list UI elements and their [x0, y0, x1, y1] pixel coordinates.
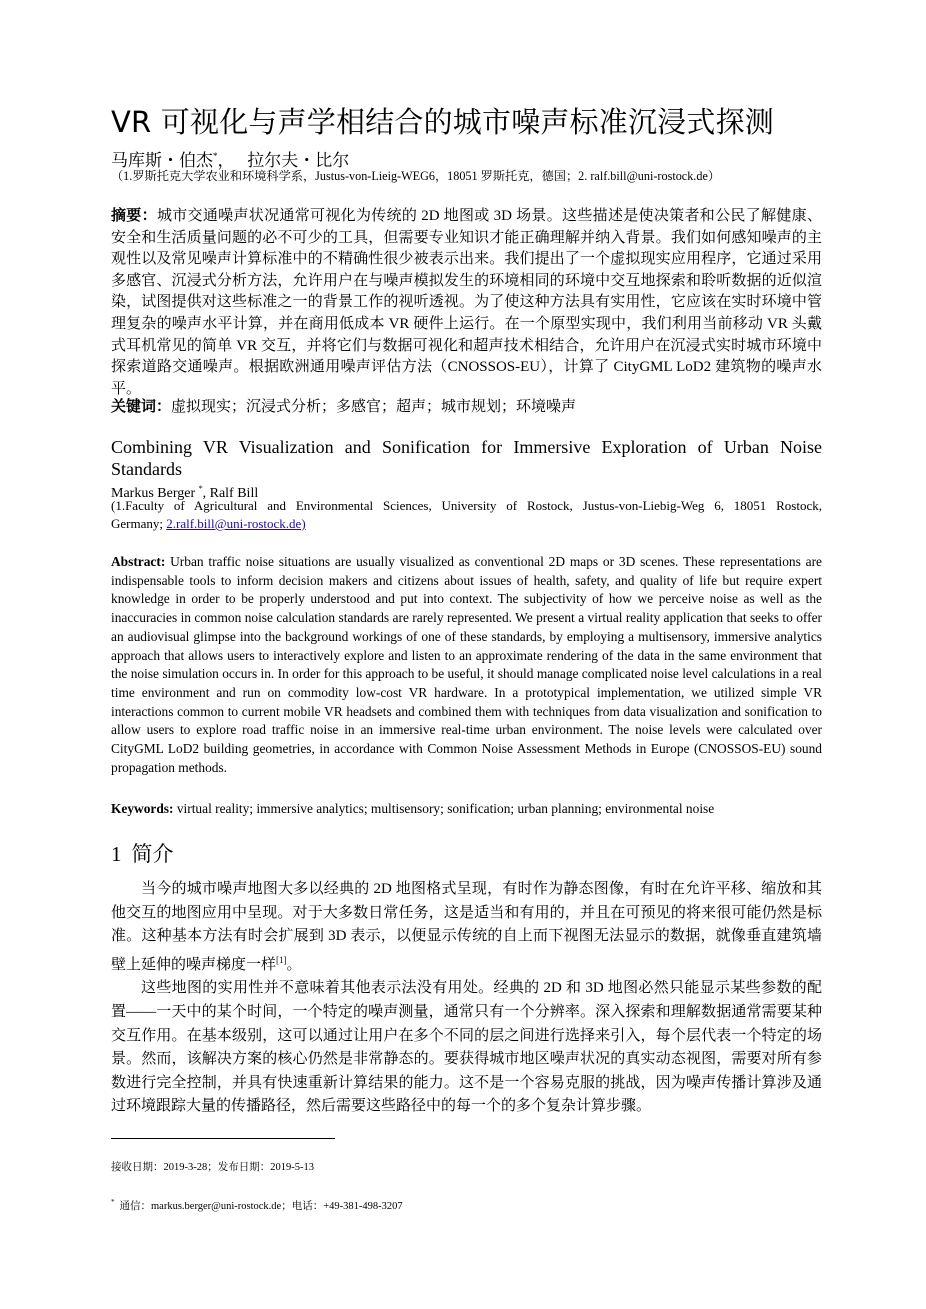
author-2-cn: 拉尔夫・比尔: [247, 151, 350, 170]
abstract-cn: [111, 205, 822, 400]
paper-title-en: [111, 436, 822, 480]
author-2-en: , Ralf Bill: [202, 486, 259, 501]
author-1-cn: 马库斯・伯杰: [111, 151, 213, 170]
author-separator: ，: [217, 151, 235, 170]
paper-title-en-line1: Combining VR Visualization and Sonification for Immersive Exploration of Urban Noise: [111, 437, 822, 457]
author-email-link[interactable]: 2.ralf.bill@uni-rostock.de): [166, 516, 306, 531]
section-number: 1: [111, 842, 122, 866]
affiliation-en: [111, 497, 822, 533]
section1-paragraph-1: 当今的城市噪声地图大多以经典的 2D 地图格式呈现，有时作为静态图像，有时在允许平移、缩放和其他交互的地图应用中呈现。对于大多数日常任务，这是适当和有用的，并且在可预见的将来很可能仍然是标准。这种基本方法有时会扩展到 3D 表示，以便显示传统的自上而下视图无法显示的数据，就像垂直建筑墙壁上延伸的噪声梯度一样[1]。: [111, 881, 822, 973]
abstract-cn-text: 城市交通噪声状况通常可视化为传统的 2D 地图或 3D 场景。这些描述是使决策者和公民了解健康、安全和生活质量问题的必不可少的工具，但需要专业知识才能正确理解并纳入背景。我们如何感知噪声的主观性以及常见噪声计算标准中的不精确性很少被表示出来。我们提出了一个虚拟现实应用程序，它通过采用多感官、沉浸式分析方法，允许用户在与噪声模拟发生的环境相同的环境中交互地探索和聆听数据的近似渲染，试图提供对这些标准之一的背景工作的视听透视。为了使这种方法具有实用性，它应该在实时环境中管理复杂的噪声水平计算，并在商用低成本 VR 硬件上运行。在一个原型实现中，我们利用当前移动 VR 头戴式耳机常见的简单 VR 交互，并将它们与数据可视化和超声技术相结合，允许用户在沉浸式实时城市环境中探索道路交通噪声。根据欧洲通用噪声评估方法（CNOSSOS-EU），计算了 CityGML LoD2 建筑物的噪声水平。: [111, 208, 822, 397]
paper-title-en-line2: Standards: [111, 459, 182, 479]
section-title: 简介: [131, 842, 174, 866]
footnote-mark: *: [111, 1198, 115, 1206]
abstract-cn-label: 摘要：: [111, 206, 157, 224]
footnote-contact: [111, 1195, 403, 1214]
paper-title-cn: VR 可视化与声学相结合的城市噪声标准沉浸式探测: [111, 105, 775, 139]
keywords-en-text: virtual reality; immersive analytics; multisensory; sonification; urban planning; environmental noise: [173, 801, 715, 816]
keywords-cn: [111, 396, 576, 418]
affiliation-en-line2-prefix: Germany;: [111, 516, 167, 531]
affiliation-en-line1: (1.Faculty of Agricultural and Environmental Sciences, University of Rostock, Justus-von-Liebig-Weg 6, 18051 Rostock,: [111, 498, 822, 513]
section1-paragraph-2: 这些地图的实用性并不意味着其他表示法没有用处。经典的 2D 和 3D 地图必然只能显示某些参数的配置——一天中的某个时间，一个特定的噪声测量，通常只有一个分辨率。深入探索和理解数据通常需要某种交互作用。在基本级别，这可以通过让用户在多个不同的层之间进行选择来引入，每个层代表一个特定的场景。然而，该解决方案的核心仍然是非常静态的。要获得城市地区噪声状况的真实动态视图，需要对所有参数进行完全控制，并具有快速重新计算结果的能力。这不是一个容易克服的挑战，因为噪声传播计算涉及通过环境跟踪大量的传播路径，然后需要这些路径中的每一个的多个复杂计算步骤。: [111, 980, 822, 1115]
keywords-en-label: Keywords:: [111, 801, 174, 816]
section1-body: [111, 878, 822, 1119]
corresponding-author-mark-en: *: [198, 484, 203, 493]
author-1-en: Markus Berger: [111, 486, 196, 501]
footnote-contact-text: 通信：markus.berger@uni-rostock.de；电话：+49-381-498-3207: [119, 1201, 403, 1212]
footnote-divider: [111, 1138, 335, 1139]
abstract-en-text: Urban traffic noise situations are usually visualized as conventional 2D maps or 3D scenes. These representations are indispensable tools to inform decision makers and citizens about issues of health, safety, and quality of life but require expert knowledge in order to be properly understood and put into context. The subjectivity of how we perceive noise as well as the inaccuracies in common noise calculation standards are rarely represented. We present a virtual reality application that seeks to offer an audiovisual glimpse into the background workings of one of these standards, by employing a multisensory, immersive analytics approach that allows users to interactively explore and listen to an approximate rendering of the data in the same environment that the noise simulation occurs in. In order for this approach to be useful, it should manage complicated noise level calculations in a real time environment and run on commodity low-cost VR hardware. In a prototypical implementation, we utilized simple VR interactions common to current mobile VR headsets and combined them with techniques from data visualization and sonification to allow users to explore road traffic noise in an immersive real-time urban environment. The noise levels were calculated over CityGML LoD2 building geometries, in accordance with Common Noise Assessment Methods in Europe (CNOSSOS-EU) sound propagation methods.: [111, 554, 822, 775]
footnote-dates: 接收日期：2019-3-28；发布日期：2019-5-13: [111, 1162, 314, 1173]
affiliation-cn: （1.罗斯托克大学农业和环境科学系，Justus-von-Lieig-WEG6，18051 罗斯托克，德国；2. ralf.bill@uni-rostock.de）: [111, 169, 721, 183]
keywords-en: [111, 800, 714, 818]
abstract-en-label: Abstract:: [111, 554, 166, 569]
section-heading-introduction: [111, 840, 174, 868]
keywords-cn-text: 虚拟现实；沉浸式分析；多感官；超声；城市规划；环境噪声: [171, 399, 577, 415]
keywords-cn-label: 关键词：: [111, 397, 172, 415]
citation-ref[interactable]: [1]: [276, 954, 287, 965]
abstract-en: [111, 553, 822, 777]
corresponding-author-mark: *: [213, 151, 218, 161]
